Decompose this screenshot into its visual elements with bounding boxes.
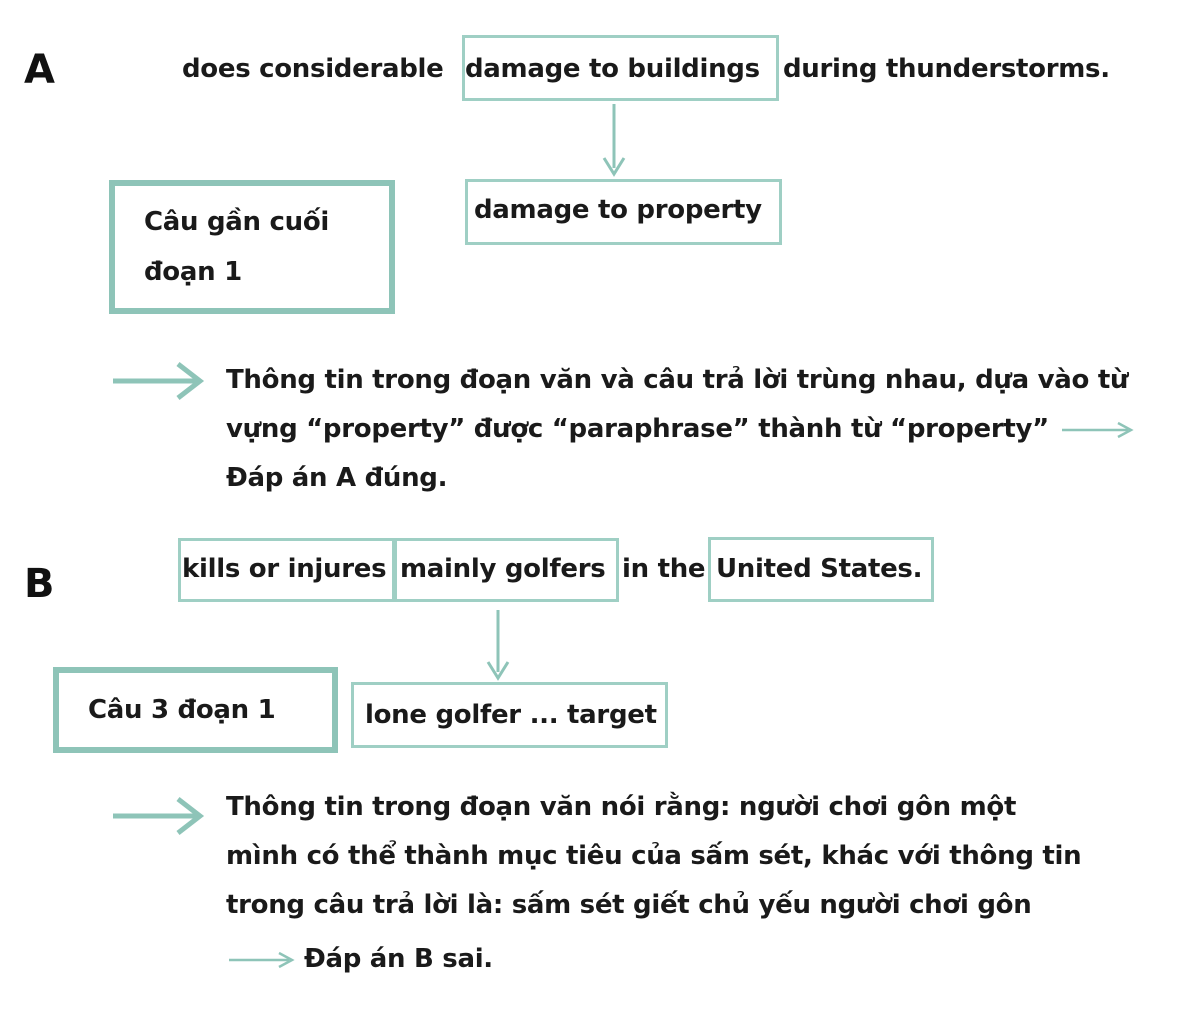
section-b-explanation-line1: Thông tin trong đoạn văn nói rằng: người chơi gôn một: [226, 792, 1017, 822]
section-b-paraphrase-label: lone golfer ... target: [365, 700, 657, 730]
section-b-conclusion: Đáp án B sai.: [304, 944, 493, 974]
section-a-explanation-line2: vựng “property” được “paraphrase” thành từ “property”: [226, 414, 1049, 444]
arrow-b-conclusion-icon: [229, 953, 292, 967]
section-b-explanation-line2: mình có thể thành mục tiêu của sấm sét, khác với thông tin: [226, 841, 1082, 871]
section-b-phrase1: kills or injures: [182, 554, 387, 584]
section-b-letter: B: [24, 561, 55, 607]
section-b-phrase2: mainly golfers: [400, 554, 606, 584]
section-a-location-line1: Câu gần cuối: [144, 207, 330, 237]
section-b-phrase-middle: in the: [622, 554, 706, 584]
section-a-conclusion: Đáp án A đúng.: [226, 463, 448, 493]
arrow-b-right-icon: [113, 799, 200, 833]
section-a-paraphrase-label: damage to property: [474, 195, 762, 225]
arrow-a-right-icon: [113, 364, 200, 398]
section-a-sentence-before: does considerable: [182, 54, 444, 84]
section-a-location-line2: đoạn 1: [144, 257, 242, 287]
section-b-phrase3: United States.: [716, 554, 923, 584]
section-a-explanation-line1: Thông tin trong đoạn văn và câu trả lời trùng nhau, dựa vào từ: [226, 365, 1129, 395]
arrow-b-down-icon: [488, 610, 508, 678]
arrow-a-inline-icon: [1062, 423, 1131, 437]
section-a-letter: A: [24, 47, 55, 93]
section-a-sentence-highlight: damage to buildings: [465, 54, 760, 84]
section-b-location-label: Câu 3 đoạn 1: [88, 695, 276, 725]
section-b-explanation-line3: trong câu trả lời là: sấm sét giết chủ yếu người chơi gôn: [226, 890, 1032, 920]
section-a-location-box: [109, 180, 395, 314]
arrow-a-down-icon: [604, 104, 624, 174]
section-a-sentence-after: during thunderstorms.: [783, 54, 1110, 84]
